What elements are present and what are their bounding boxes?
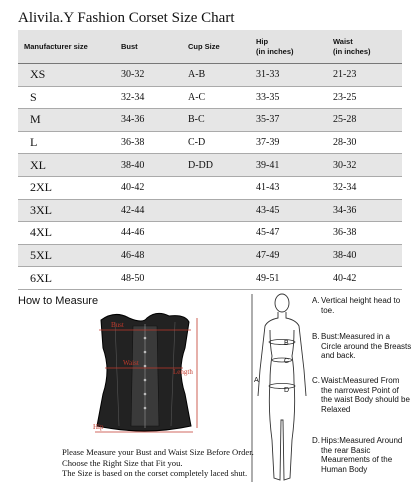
waist-cell: 23-25 [327,86,402,109]
bust-cell: 42-44 [115,199,182,222]
table-row [18,176,402,199]
waist-cell: 21-23 [327,64,402,87]
table-row [18,154,402,177]
bust-cell: 38-40 [115,154,182,177]
waist-cell: 40-42 [327,267,402,290]
table-row [18,222,402,245]
bust-cell: 34-36 [115,109,182,132]
order-note [62,447,254,479]
note-line: The Size is based on the corset completely laced shut. [62,468,248,478]
cup-size-cell [182,244,250,267]
table-row [18,64,402,87]
hip-cell: 35-37 [250,109,327,132]
waist-cell: 28-30 [327,131,402,154]
note-line: Choose the Right Size that Fit you. [62,457,183,468]
hip-cell: 39-41 [250,154,327,177]
column-header: Waist (in inches) [327,30,402,64]
figure-head [275,294,289,312]
size-cell: 2XL [18,176,115,199]
bust-cell: 32-34 [115,86,182,109]
figure-label-b: B [284,340,289,347]
hip-cell: 31-33 [250,64,327,87]
waist-cell: 32-34 [327,176,402,199]
size-cell: XL [18,154,115,177]
size-cell: 4XL [18,222,115,245]
bust-cell: 30-32 [115,64,182,87]
size-cell: 5XL [18,244,115,267]
legend-item-b: B. Bust:Measured in a Circle around the Breasts and back. [312,332,412,361]
table-header-row [18,30,402,64]
hip-cell: 49-51 [250,267,327,290]
hip-label: Hip [93,423,104,431]
figure-label-c: C [284,358,290,365]
cup-size-cell: D-DD [182,154,250,177]
hip-cell: 33-35 [250,86,327,109]
cup-size-cell: C-D [182,131,250,154]
cup-size-cell [182,176,250,199]
column-header: Manufacturer size [18,30,115,64]
table-row [18,86,402,109]
table-row [18,199,402,222]
how-to-measure-heading: How to Measure [18,295,99,307]
bust-cell: 36-38 [115,131,182,154]
cup-size-cell [182,222,250,245]
hip-cell: 37-39 [250,131,327,154]
size-cell: 3XL [18,199,115,222]
size-cell: XS [18,64,115,87]
legend-item-a: A. Vertical height head to toe. [312,296,401,315]
waist-cell: 30-32 [327,154,402,177]
column-header: Hip (in inches) [250,30,327,64]
figure-label-d: D [284,387,290,394]
bust-cell: 48-50 [115,267,182,290]
bust-cell: 46-48 [115,244,182,267]
size-cell: 6XL [18,267,115,290]
column-header: Cup Size [182,30,250,64]
legend-item-c: C. Waist:Measured From the narrowest Point of the waist Body should be Relaxed [312,376,410,414]
bust-measure-ring [269,340,295,345]
cup-size-cell [182,267,250,290]
hip-cell: 45-47 [250,222,327,245]
cup-size-cell: B-C [182,109,250,132]
size-cell: S [18,86,115,109]
cup-size-cell: A-C [182,86,250,109]
table-row [18,244,402,267]
table-row [18,109,402,132]
body-figure [248,290,314,492]
hip-cell: 43-45 [250,199,327,222]
waist-label: Waist [123,359,139,367]
table-row [18,131,402,154]
waist-cell: 38-40 [327,244,402,267]
size-chart-table [18,30,402,290]
column-header: Bust [115,30,182,64]
note-line: Please Measure your Bust and Waist Size Before Order. [62,447,254,457]
figure-body [258,312,306,480]
length-label: Length [173,368,193,376]
size-cell: M [18,109,115,132]
bust-label: Bust [111,321,124,329]
cup-size-cell: A-B [182,64,250,87]
hip-cell: 41-43 [250,176,327,199]
hip-measure-ring [269,384,295,389]
size-cell: L [18,131,115,154]
legend-item-d: D. Hips:Measured Around the rear Basic Meaurements of the Human Body [312,436,403,474]
hip-cell: 47-49 [250,244,327,267]
figure-label-a: A [254,377,259,384]
cup-size-cell [182,199,250,222]
waist-cell: 25-28 [327,109,402,132]
corset-illustration [85,308,205,440]
bust-cell: 44-46 [115,222,182,245]
waist-cell: 34-36 [327,199,402,222]
bust-cell: 40-42 [115,176,182,199]
page-title: Alivila.Y Fashion Corset Size Chart [18,10,235,26]
waist-cell: 36-38 [327,222,402,245]
table-row [18,267,402,290]
